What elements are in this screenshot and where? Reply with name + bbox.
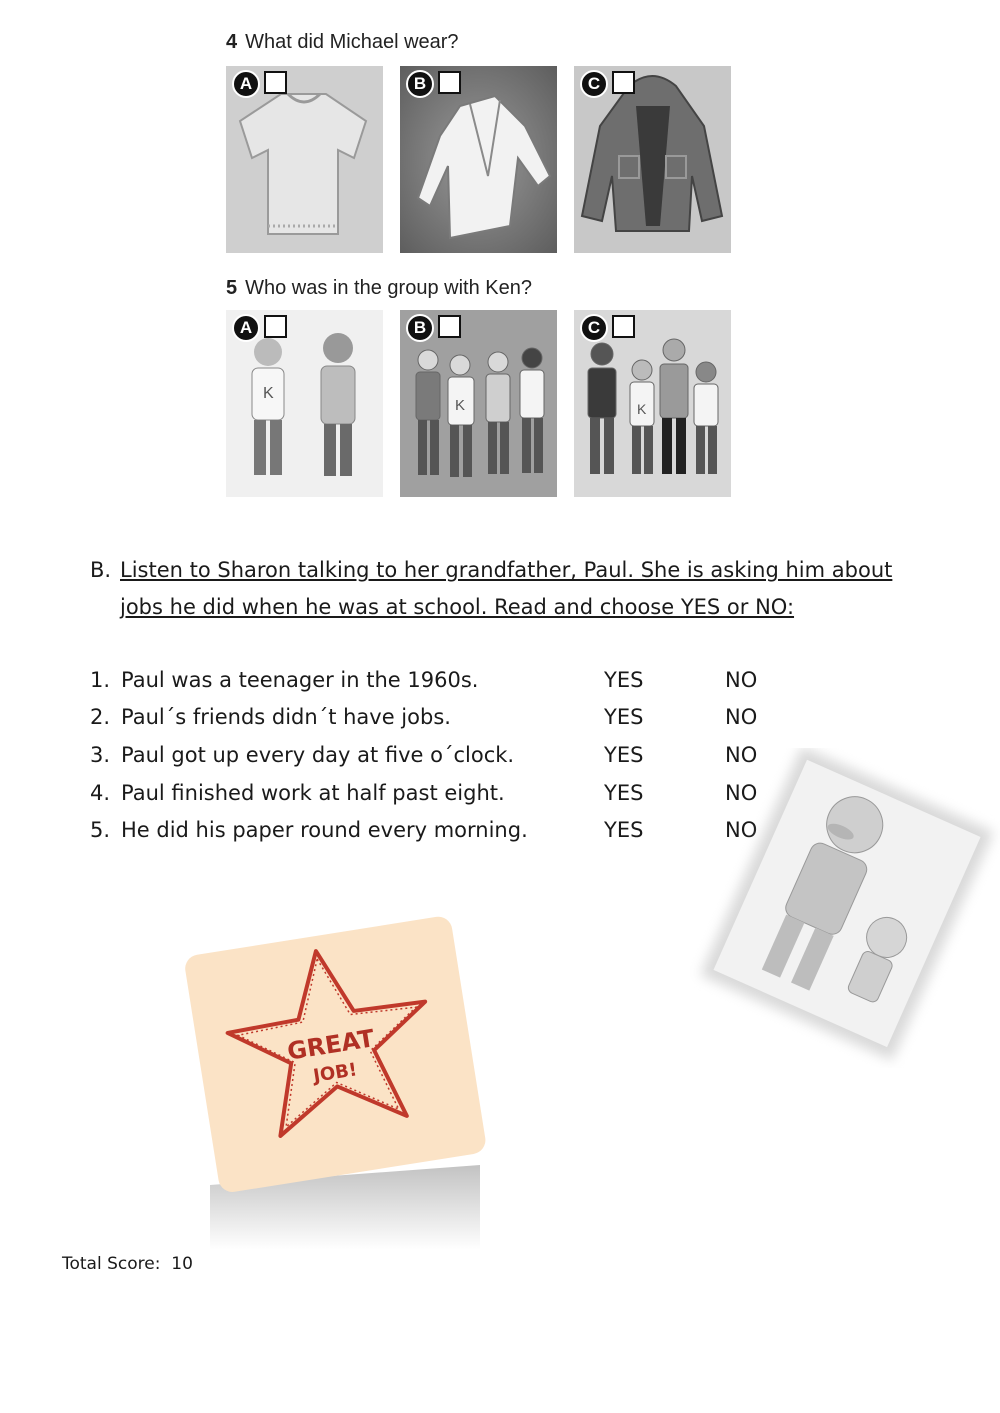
statement-row: 1. Paul was a teenager in the 1960s. YES NO — [90, 662, 790, 699]
yes-option[interactable]: YES — [604, 781, 644, 805]
shirt-letter: K — [455, 397, 466, 414]
option-letter: B — [406, 70, 434, 98]
score-label: Total Score: — [62, 1254, 161, 1274]
statement-text: Paul finished work at half past eight. — [121, 781, 505, 805]
option-4c-checkbox[interactable] — [612, 71, 635, 94]
option-5c-panel[interactable] — [574, 310, 731, 497]
option-5a-panel[interactable] — [226, 310, 383, 497]
total-score — [62, 1254, 193, 1274]
option-4a-panel[interactable] — [226, 66, 383, 253]
no-option[interactable]: NO — [725, 818, 758, 842]
no-option[interactable]: NO — [725, 781, 758, 805]
no-option[interactable]: NO — [725, 705, 758, 729]
option-5b-panel[interactable] — [400, 310, 557, 497]
question-5-title: 5 Who was in the group with Ken? — [226, 277, 532, 299]
shirt-letter: K — [263, 385, 274, 402]
sticker-line1: GREAT — [285, 1024, 377, 1066]
no-option[interactable]: NO — [725, 743, 758, 767]
yes-option[interactable]: YES — [604, 705, 644, 729]
option-letter: A — [232, 314, 260, 342]
statement-row: 5. He did his paper round every morning. YES NO — [90, 812, 790, 849]
option-letter: C — [580, 314, 608, 342]
statement-text: Paul´s friends didn´t have jobs. — [121, 705, 451, 729]
option-letter: B — [406, 314, 434, 342]
statement-row: 4. Paul finished work at half past eight. YES NO — [90, 775, 790, 812]
grandfather-illustration — [690, 748, 1000, 1068]
option-letter: C — [580, 70, 608, 98]
option-5c-checkbox[interactable] — [612, 315, 635, 338]
question-4-title: 4 What did Michael wear? — [226, 31, 459, 53]
great-job-sticker — [180, 905, 490, 1255]
option-4a-checkbox[interactable] — [264, 71, 287, 94]
shirt-letter: K — [637, 401, 647, 417]
option-5a-checkbox[interactable] — [264, 315, 287, 338]
sticker-line2: JOB! — [311, 1059, 359, 1087]
yes-option[interactable]: YES — [604, 668, 644, 692]
option-letter: A — [232, 70, 260, 98]
option-4b-checkbox[interactable] — [438, 71, 461, 94]
yes-option[interactable]: YES — [604, 743, 644, 767]
section-instruction: Listen to Sharon talking to her grandfather, Paul. She is asking him about jobs he did when he was at school. Read and choose YES or NO: — [120, 558, 893, 619]
statement-text: Paul got up every day at five o´clock. — [121, 743, 515, 767]
statement-row: 2. Paul´s friends didn´t have jobs. YES NO — [90, 699, 790, 736]
option-4c-panel[interactable] — [574, 66, 731, 253]
statement-text: Paul was a teenager in the 1960s. — [121, 668, 479, 692]
score-value: 10 — [171, 1254, 193, 1274]
section-letter: B. — [90, 558, 112, 582]
option-5b-checkbox[interactable] — [438, 315, 461, 338]
statement-text: He did his paper round every morning. — [121, 818, 528, 842]
option-4b-panel[interactable] — [400, 66, 557, 253]
statement-row: 3. Paul got up every day at five o´clock. YES NO — [90, 737, 790, 774]
yes-option[interactable]: YES — [604, 818, 644, 842]
no-option[interactable]: NO — [725, 668, 758, 692]
